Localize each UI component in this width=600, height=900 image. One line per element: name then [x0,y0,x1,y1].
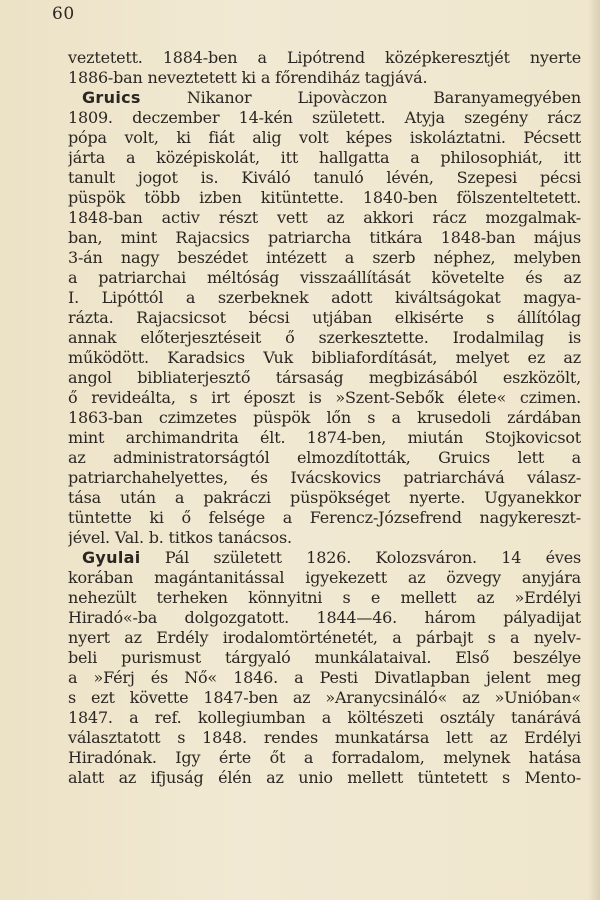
text-line [68,368,581,388]
text-body [68,48,581,788]
entry-name: Gruics [82,88,141,107]
line-text: 1847. a ref. kollegiumban a költészeti osztály tanárává [68,708,581,727]
line-text: 3-án nagy beszédet intézett a szerb népհez, melyben [68,248,581,267]
entry-heading-line [68,548,581,568]
text-line [68,288,581,308]
text-line [68,108,581,128]
line-text: Nikanor Lipovàczon Baranyamegyében [140,88,581,107]
entry-name: Gyulai [82,548,141,567]
text-line [68,668,581,688]
line-text: rázta. Rajacsicsot bécsi utjában elkisérte s állítólag [68,308,581,327]
line-text: ő revideálta, s irt époszt is »Szent-Sebők élete« czimen. [68,388,581,407]
line-text: 1886-ban neveztetett ki a főrendiház tagjává. [68,68,428,87]
line-text: patriarchahelyettes, és Ivácskovics patriarchává válasz- [68,468,581,487]
line-text: járta a középiskolát, itt hallgatta a philosophiát, itt [68,148,581,167]
line-text: Hiradó«-ba dolgozgatott. 1844—46. három pályadijat [68,608,581,627]
text-line [68,428,581,448]
text-line [68,388,581,408]
entry-heading-line [68,88,581,108]
page-edge-shadow [588,0,600,900]
text-line [68,508,581,528]
line-text: pópa volt, ki fiát alig volt képes iskoláztatni. Pécsett [68,128,581,147]
text-line [68,248,581,268]
text-line [68,408,581,428]
line-text: mint archimandrita élt. 1874-ben, miután Stojkovicsot [68,428,581,447]
page-number: 60 [52,4,75,24]
text-line [68,768,581,788]
text-line [68,588,581,608]
line-text: Pál született 1826. Kolozsváron. 14 éves [140,548,581,567]
line-text: tása után a pakráczi püspökséget nyerte. Ugyanekkor [68,488,581,507]
text-line [68,148,581,168]
text-line [68,168,581,188]
line-text: tüntette ki ő felsége a Ferencz-Józsefrend nagykereszt- [68,508,581,527]
text-line [68,708,581,728]
text-line [68,468,581,488]
text-line [68,268,581,288]
line-text: annak előterjesztéseit ő szerkesztette. Irodalmilag is [68,328,581,347]
text-line [68,228,581,248]
text-line [68,648,581,668]
text-line [68,488,581,508]
text-line [68,188,581,208]
text-line [68,748,581,768]
text-line [68,688,581,708]
line-text: nehezült terheken könnyitni s e mellett az »Erdélyi [68,588,581,607]
line-text: nyert az Erdély irodalomtörténetét, a párbajt s a nyelv- [68,628,581,647]
text-line [68,608,581,628]
text-line [68,208,581,228]
line-text: beli purismust tárgyaló munkálataival. Első beszélye [68,648,581,667]
text-line [68,448,581,468]
line-text: választatott s 1848. rendes munkatársa lett az Erdélyi [68,728,581,747]
line-text: Hiradónak. Igy érte őt a forradalom, melynek hatása [68,748,581,767]
text-line [68,128,581,148]
line-text: angol bibliaterjesztő társaság megbizásából eszközölt, [68,368,581,387]
line-text: 1848-ban activ részt vett az akkori rácz mozgalmak- [68,208,581,227]
line-text: működött. Karadsics Vuk bibliafordítását, melyet ez az [68,348,581,367]
line-text: ban, mint Rajacsics patriarcha titkára 1848-ban május [68,228,581,247]
line-text: korában magántanitással igyekezett az özvegy anyjára [68,568,581,587]
line-text: a patriarchai méltóság visszaállítását követelte és az [68,268,581,287]
text-line [68,68,581,88]
line-text: jével. Val. b. titkos tanácsos. [68,528,292,547]
text-line [68,728,581,748]
text-line [68,308,581,328]
line-text: 1809. deczember 14-kén született. Atyja szegény rácz [68,108,581,127]
line-text: veztetett. 1884-ben a Lipótrend középkeresztjét nyerte [68,48,581,67]
text-line [68,48,581,68]
text-line [68,528,581,548]
text-line [68,328,581,348]
line-text: 1863-ban czimzetes püspök lőn s a krusedoli zárdában [68,408,581,427]
line-text: tanult jogot is. Kiváló tanuló lévén, Szepesi pécsi [68,168,581,187]
text-line [68,348,581,368]
line-text: püspök több izben kitüntette. 1840-ben fölszenteltetett. [68,188,581,207]
line-text: az administratorságtól elmozdították, Gruics lett a [68,448,581,467]
line-text: a »Férj és Nő« 1846. a Pesti Divatlapban jelent meg [68,668,581,687]
text-line [68,568,581,588]
text-line [68,628,581,648]
line-text: s ezt követte 1847-ben az »Aranycsináló« az »Unióban« [68,688,581,707]
line-text: I. Lipóttól a szerbeknek adott kiváltságokat magya- [68,288,581,307]
line-text: alatt az ifjuság élén az unio mellett tüntetett s Mento- [68,768,581,787]
